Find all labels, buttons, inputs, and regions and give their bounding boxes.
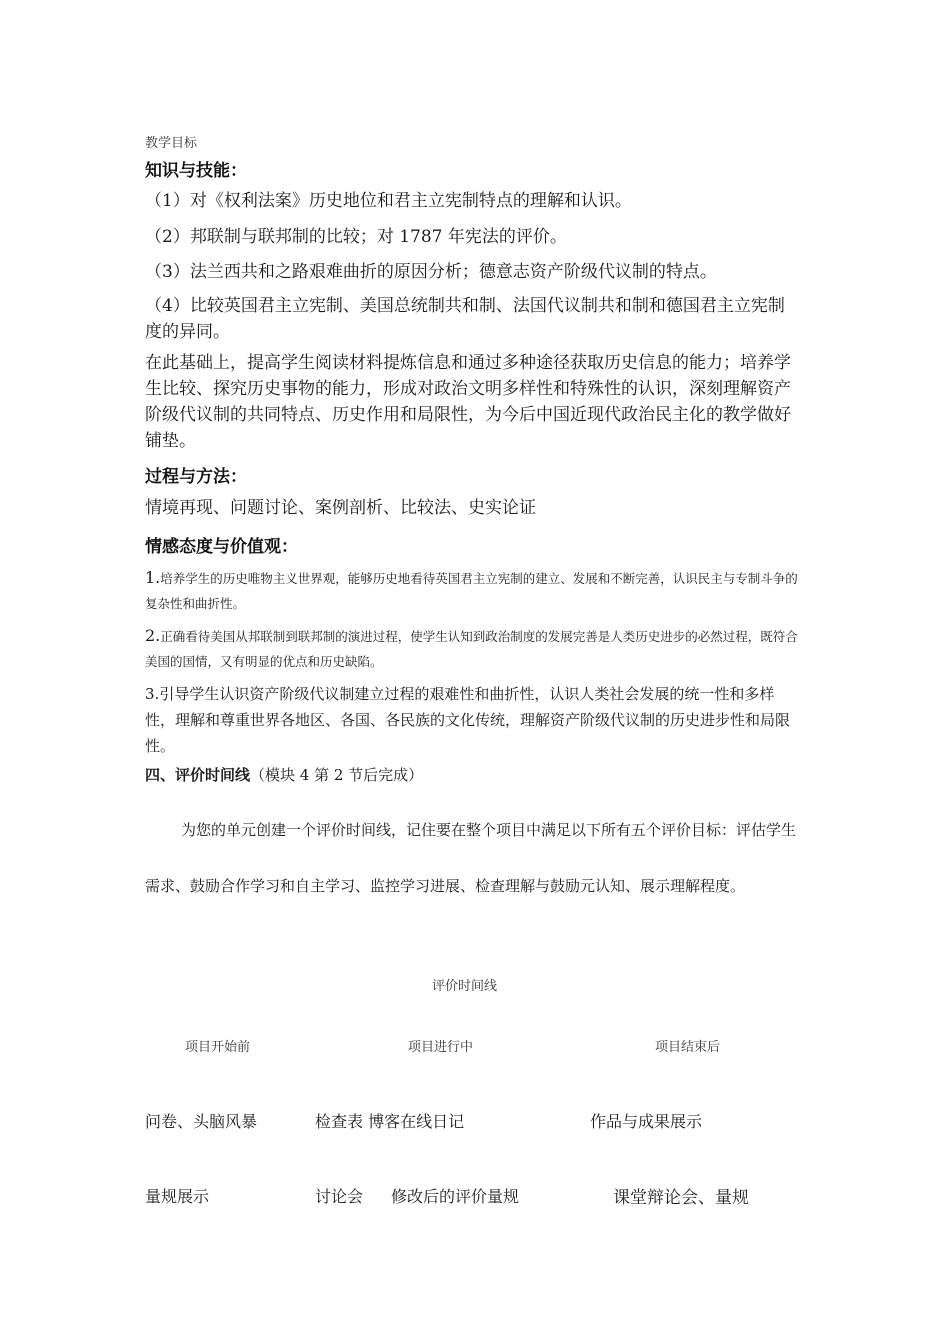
knowledge-summary: 在此基础上，提高学生阅读材料提炼信息和通过多种途径获取历史信息的能力；培养学生比较、探究历史事物的能力，形成对政治文明多样性和特殊性的认识，深刻理解资产阶级代议制的共同特点、历史作用和局限性，为今后中国近现代政治民主化的教学做好铺垫。 bbox=[145, 353, 791, 451]
emotion-heading: 情感态度与价值观： bbox=[145, 537, 298, 557]
timeline-header-after: 项目结束后 bbox=[655, 1040, 721, 1055]
knowledge-item-2: （2）邦联制与联邦制的比较；对 1787 年宪法的评价。 bbox=[145, 227, 567, 247]
emotion-item-number: 1. bbox=[145, 568, 161, 587]
timeline-title: 评价时间线 bbox=[432, 979, 498, 994]
knowledge-item-1: （1）对《权利法案》历史地位和君主立宪制特点的理解和认识。 bbox=[145, 191, 632, 211]
timeline-row2-after: 课堂辩论会、量规 bbox=[613, 1188, 749, 1208]
section4-note: （模块 4 第 2 节后完成） bbox=[250, 766, 424, 784]
small-title: 教学目标 bbox=[145, 136, 198, 151]
emotion-item-1 bbox=[145, 565, 805, 616]
timeline-row2-during-a: 讨论会 bbox=[315, 1187, 364, 1206]
emotion-item-3 bbox=[145, 681, 795, 759]
timeline-header-during: 项目进行中 bbox=[408, 1040, 474, 1055]
emotion-item-text: 培养学生的历史唯物主义世界观，能够历史地看待英国君主立宪制的建立、发展和不断完善，认识民主与专制斗争的复杂性和曲折性。 bbox=[145, 571, 798, 611]
knowledge-heading: 知识与技能： bbox=[145, 161, 247, 181]
emotion-item-text: 正确看待美国从邦联制到联邦制的演进过程，使学生认知到政治制度的发展完善是人类历史进步的必然过程，既符合美国的国情，又有明显的优点和历史缺陷。 bbox=[145, 629, 798, 669]
emotion-item-text: 引导学生认识资产阶级代议制建立过程的艰难性和曲折性，认识人类社会发展的统一性和多样性，理解和尊重世界各地区、各国、各民族的文化传统，理解资产阶级代议制的历史进步性和局限性。 bbox=[145, 685, 791, 755]
timeline-header-before: 项目开始前 bbox=[185, 1040, 251, 1055]
timeline-row1-after: 作品与成果展示 bbox=[590, 1112, 703, 1131]
emotion-item-2 bbox=[145, 623, 805, 674]
knowledge-item-4: （4）比较英国君主立宪制、美国总统制共和制、法国代议制共和制和德国君主立宪制度的异同。 bbox=[145, 296, 785, 342]
section4-intro: 为您的单元创建一个评价时间线，记住要在整个项目中满足以下所有五个评价目标：评估学生需求、鼓励合作学习和自主学习、监控学习进展、检查理解与鼓励元认知、展示理解程度。 bbox=[145, 821, 797, 895]
section4-title: 四、评价时间线 bbox=[145, 766, 251, 784]
knowledge-item-3: （3）法兰西共和之路艰难曲折的原因分析；德意志资产阶级代议制的特点。 bbox=[145, 262, 717, 282]
emotion-item-number: 3. bbox=[145, 685, 160, 703]
timeline-row1-during: 检查表 博客在线日记 bbox=[315, 1112, 465, 1131]
timeline-row1-before: 问卷、头脑风暴 bbox=[145, 1112, 258, 1131]
timeline-row2-during-b: 修改后的评价量规 bbox=[391, 1187, 520, 1206]
timeline-row2-before: 量规展示 bbox=[145, 1187, 210, 1206]
process-heading: 过程与方法： bbox=[145, 467, 247, 487]
emotion-item-number: 2. bbox=[145, 626, 161, 645]
section4-header bbox=[145, 764, 423, 785]
process-text: 情境再现、问题讨论、案例剖析、比较法、史实论证 bbox=[145, 498, 536, 518]
